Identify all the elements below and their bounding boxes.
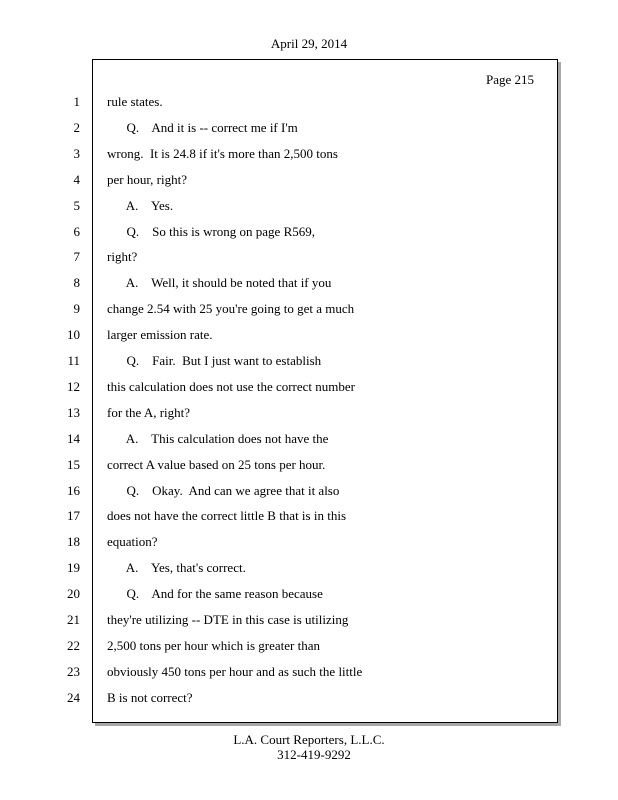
line-number: 16 (67, 482, 80, 498)
line-text: right? (107, 249, 138, 265)
page-number: Page 215 (486, 72, 535, 87)
line-number: 14 (67, 430, 80, 446)
transcript-line (0, 560, 618, 578)
transcript-line (0, 431, 618, 449)
transcript-line (0, 664, 618, 682)
line-number: 22 (67, 637, 80, 653)
transcript-line (0, 612, 618, 630)
line-number: 19 (67, 560, 80, 576)
line-text: A. Yes. (107, 197, 174, 213)
transcript-line (0, 405, 618, 423)
transcript-line (0, 327, 618, 345)
transcript-line (0, 275, 618, 293)
line-text: equation? (107, 534, 158, 550)
line-number: 6 (73, 223, 80, 239)
line-text: A. Well, it should be noted that if you (107, 275, 332, 291)
line-text: obviously 450 tons per hour and as such the little (107, 663, 363, 679)
line-text: Q. Okay. And can we agree that it also (107, 482, 340, 498)
line-text: Q. So this is wrong on page R569, (107, 223, 315, 239)
line-text: per hour, right? (107, 171, 187, 187)
line-text: wrong. It is 24.8 if it's more than 2,500 tons (107, 145, 338, 161)
transcript-line (0, 224, 618, 242)
line-text: rule states. (107, 94, 163, 109)
transcript-line (0, 146, 618, 164)
footer-phone: 312-419-9292 (277, 747, 351, 762)
transcript-line (0, 457, 618, 475)
line-text: A. Yes, that's correct. (107, 560, 246, 576)
line-number: 15 (67, 456, 80, 472)
transcript-line (0, 172, 618, 190)
line-text: A. This calculation does not have the (107, 430, 329, 446)
line-number: 2 (73, 119, 80, 135)
line-text: 2,500 tons per hour which is greater than (107, 637, 321, 653)
transcript-line (0, 379, 618, 397)
transcript-line (0, 301, 618, 319)
line-number: 11 (67, 353, 80, 368)
transcript-line (0, 120, 618, 138)
line-text: for the A, right? (107, 404, 191, 420)
transcript-line (0, 198, 618, 216)
line-number: 23 (67, 663, 80, 679)
line-number: 24 (67, 689, 80, 705)
line-text: correct A value based on 25 tons per hour. (107, 456, 326, 472)
line-number: 1 (73, 94, 80, 109)
transcript-line (0, 508, 618, 526)
line-number: 13 (67, 404, 80, 420)
line-text: Q. And it is -- correct me if I'm (107, 119, 298, 135)
transcript-line (0, 249, 618, 267)
line-number: 7 (73, 249, 80, 265)
line-number: 18 (67, 534, 80, 550)
line-number: 10 (67, 327, 80, 343)
line-number: 12 (67, 378, 80, 394)
line-text: B is not correct? (107, 689, 193, 705)
line-text: larger emission rate. (107, 327, 213, 343)
line-number: 3 (73, 145, 80, 161)
footer-company: L.A. Court Reporters, L.L.C. (233, 732, 385, 747)
transcript-line (0, 94, 618, 112)
header-date: April 29, 2014 (270, 36, 348, 51)
line-number: 4 (73, 171, 80, 187)
line-text: Q. Fair. But I just want to establish (107, 353, 322, 368)
line-text: change 2.54 with 25 you're going to get a much (107, 301, 355, 317)
transcript-line (0, 638, 618, 656)
transcript-line (0, 690, 618, 708)
transcript-line (0, 586, 618, 604)
transcript-line (0, 483, 618, 501)
line-number: 20 (67, 586, 80, 602)
line-number: 21 (67, 612, 80, 627)
line-number: 9 (73, 301, 80, 317)
line-number: 8 (73, 275, 80, 291)
line-text: does not have the correct little B that is in this (107, 508, 347, 524)
transcript-line (0, 534, 618, 552)
line-number: 5 (73, 197, 80, 213)
line-number: 17 (67, 508, 80, 524)
line-text: they're utilizing -- DTE in this case is utilizing (107, 612, 349, 627)
transcript-line (0, 353, 618, 371)
line-text: Q. And for the same reason because (107, 586, 323, 602)
line-text: this calculation does not use the correct number (107, 378, 356, 394)
